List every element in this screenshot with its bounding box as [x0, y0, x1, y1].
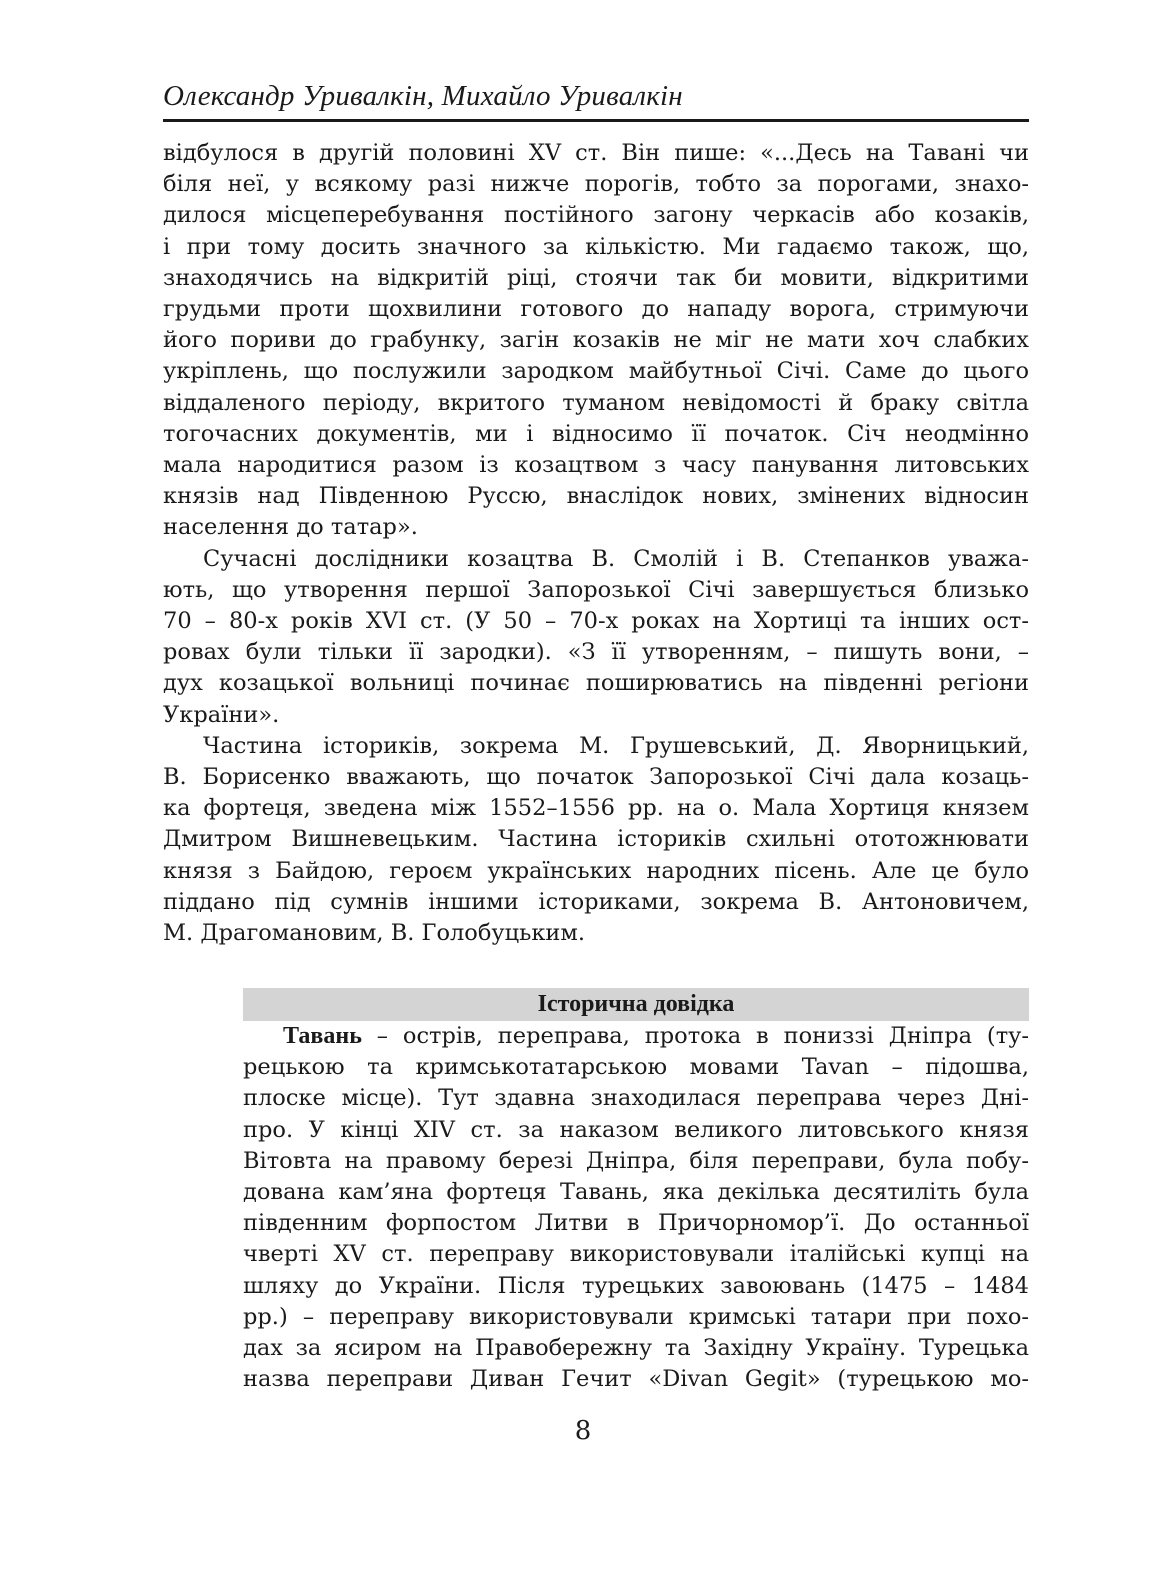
text-line: піддано під сумнів іншими істориками, зокрема В. Антоновичем, [163, 888, 1029, 915]
text-line-rest: – острів, переправа, протока в пониззі Дніпра (ту- [361, 1023, 1029, 1049]
text-line: південним форпостом Литви в Причорномор’ї. До останньої [243, 1210, 1029, 1237]
text-line: дух козацької вольниці починає поширюватись на південні регіони [163, 670, 1029, 697]
text-line: князя з Байдою, героєм українських народних пісень. Але це було [163, 857, 1029, 884]
page-number: 8 [574, 1416, 592, 1446]
text-line: чверті XV ст. переправу використовували італійські купці на [243, 1241, 1029, 1268]
text-line: біля неї, у всякому разі нижче порогів, тобто за порогами, знахо- [163, 171, 1029, 198]
text-line: дована кам’яна фортеця Тавань, яка декілька десятиліть була [243, 1179, 1029, 1206]
text-line: тогочасних документів, ми і відносимо її початок. Січ неодмінно [163, 420, 1029, 447]
historical-reference-body [243, 1021, 1029, 1395]
text-line: М. Драгомановим, В. Голобуцьким. [163, 920, 586, 947]
text-line: і при тому досить значного за кількістю. Ми гадаємо також, що, [163, 233, 1029, 260]
text-line: грудьми проти щохвилини готового до нападу ворога, стримуючи [163, 296, 1029, 323]
text-line: Вітовта на правому березі Дніпра, біля переправи, була побу- [243, 1147, 1029, 1174]
text-line: про. У кінці XIV ст. за наказом великого литовського князя [243, 1116, 1029, 1143]
text-line: плоске місце). Тут здавна знаходилася переправа через Дні- [243, 1085, 1029, 1112]
text-line: укріплень, що послужили зародком майбутньої Січі. Саме до цього [163, 358, 1029, 385]
defined-term: Тавань [283, 1023, 362, 1049]
text-line: ють, що утворення першої Запорозької Січі завершується близько [163, 576, 1029, 603]
header-divider [163, 119, 1029, 122]
text-line: рр.) – переправу використовували кримські татари при похо- [243, 1303, 1029, 1330]
text-line: знаходячись на відкритій ріці, стоячи так би мовити, відкритими [163, 264, 1029, 291]
paragraph-2 [163, 544, 1029, 731]
text-line: Частина істориків, зокрема М. Грушевський, Д. Яворницький, [203, 732, 1029, 759]
text-line: Дмитром Вишневецьким. Частина істориків схильні ототожнювати [163, 826, 1029, 853]
main-text-body [163, 138, 1029, 949]
text-line: князів над Південною Руссю, внаслідок нових, змінених відносин [163, 483, 1029, 510]
text-line: мала народитися разом із козацтвом з часу панування литовських [163, 452, 1029, 479]
paragraph-3 [163, 731, 1029, 949]
text-line [243, 1021, 1029, 1052]
text-line: 70 – 80-х років XVI ст. (У 50 – 70-х роках на Хортиці та інших ост- [163, 608, 1029, 635]
text-line: шляху до України. Після турецьких завоювань (1475 – 1484 [243, 1272, 1029, 1299]
text-line: відбулося в другій половині XV ст. Він пише: «...Десь на Тавані чи [163, 140, 1029, 166]
text-line: В. Борисенко вважають, що початок Запорозької Січі дала козаць- [163, 764, 1029, 791]
text-line: ка фортеця, зведена між 1552–1556 рр. на о. Мала Хортиця князем [163, 795, 1029, 822]
paragraph-1 [163, 138, 1029, 544]
text-line: рецькою та кримськотатарською мовами Tavan – підошва, [243, 1054, 1029, 1081]
text-line: населення до татар». [163, 514, 418, 541]
text-line: віддаленого періоду, вкритого туманом невідомості й браку світла [163, 389, 1029, 416]
text-line: його пориви до грабунку, загін козаків не міг не мати хоч слабких [163, 327, 1029, 354]
text-line: ровах були тільки її зародки). «З її утворенням, – пишуть вони, – [163, 639, 1029, 666]
text-line: дилося місцеперебування постійного загону черкасів або козаків, [163, 202, 1029, 229]
text-line: дах за ясиром на Правобережну та Західну Україну. Турецька [243, 1335, 1029, 1362]
historical-reference-title: Історична довідка [243, 988, 1029, 1021]
historical-reference-box [243, 988, 1029, 1395]
running-header-authors: Олександр Уривалкін, Михайло Уривалкін [163, 80, 683, 112]
text-line: України». [163, 701, 280, 728]
text-line: Сучасні дослідники козацтва В. Смолій і В. Степанков уважа- [203, 545, 1029, 572]
text-line: назва переправи Диван Гечит «Divan Gegit» (турецькою мо- [243, 1366, 1029, 1393]
